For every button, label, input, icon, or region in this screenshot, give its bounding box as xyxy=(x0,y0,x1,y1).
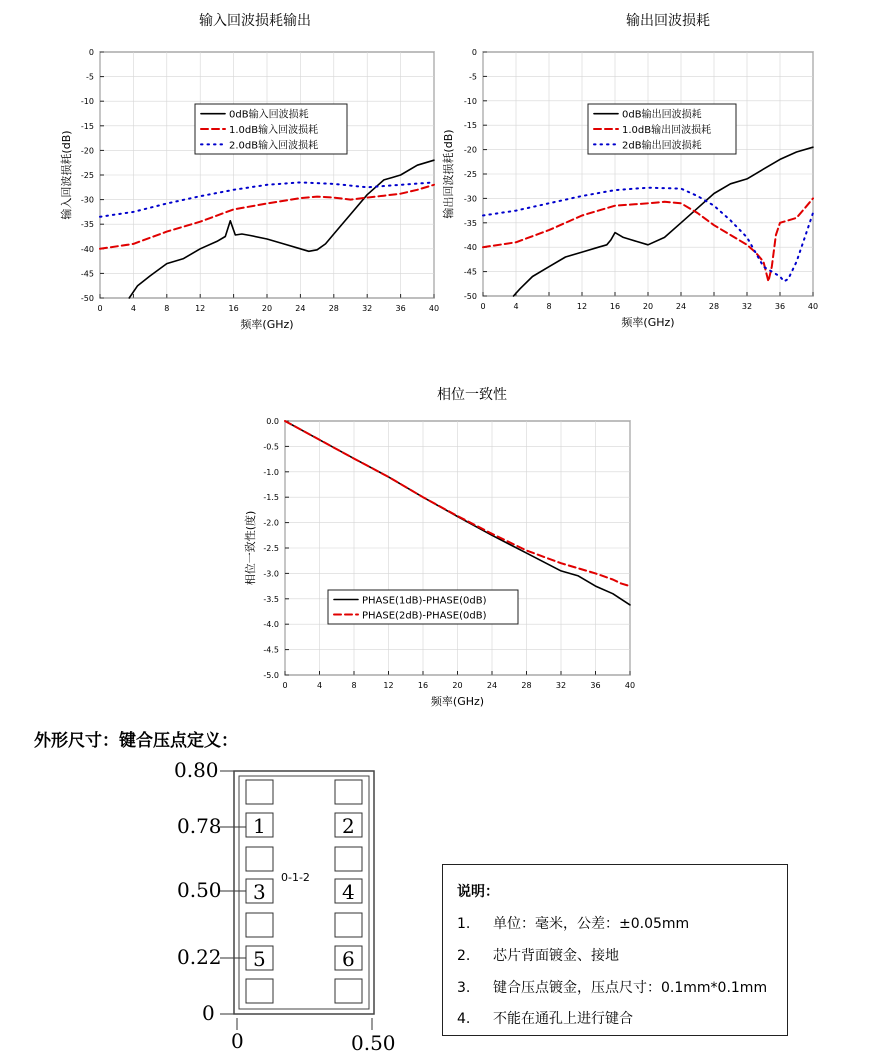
x-tick-label: 12 xyxy=(195,304,206,313)
pad-number-3: 3 xyxy=(253,880,266,904)
x-axis-label: 频率(GHz) xyxy=(430,695,485,708)
x-tick-label: 8 xyxy=(351,681,357,690)
y-label-080: 0.80 xyxy=(174,758,219,782)
x-tick-label: 36 xyxy=(395,304,406,313)
y-tick-label: -35 xyxy=(80,220,94,230)
y-label-078: 0.78 xyxy=(177,814,222,838)
y-tick-label: -40 xyxy=(80,244,94,254)
y-axis-label: 输出回波损耗(dB) xyxy=(442,129,455,219)
x-tick-label: 0 xyxy=(480,302,486,311)
note-text: 芯片背面镀金、接地 xyxy=(493,948,619,964)
x-tick-label: 8 xyxy=(164,304,170,313)
y-label-050: 0.50 xyxy=(177,878,222,902)
y-tick-label: -45 xyxy=(80,269,94,279)
outline-drawing xyxy=(160,750,410,1058)
y-tick-label: -15 xyxy=(463,121,477,131)
chart-2-title: 输出回波损耗 xyxy=(626,13,710,29)
x-tick-label: 16 xyxy=(417,681,429,690)
pad-empty xyxy=(335,847,362,871)
x-tick-label: 32 xyxy=(362,304,373,313)
x-axis-label: 频率(GHz) xyxy=(621,316,675,329)
x-label-050: 0.50 xyxy=(351,1031,396,1055)
x-tick-label: 4 xyxy=(130,304,136,313)
y-tick-label: -20 xyxy=(463,145,477,155)
x-label-0: 0 xyxy=(231,1029,244,1053)
note-text: 单位：毫米，公差：±0.05mm xyxy=(493,916,690,932)
note-item-4 xyxy=(457,1008,633,1028)
y-tick-label: -10 xyxy=(80,97,94,107)
pad-number-5: 5 xyxy=(253,947,266,971)
pad-number-4: 4 xyxy=(342,880,355,904)
x-tick-label: 36 xyxy=(774,302,786,311)
y-tick-label: 0.0 xyxy=(266,417,279,426)
y-tick-label: -1.0 xyxy=(263,467,279,477)
x-tick-label: 32 xyxy=(555,681,567,690)
y-tick-label: -25 xyxy=(463,170,477,179)
pad-empty xyxy=(246,780,273,804)
y-tick-label: -5 xyxy=(86,72,94,82)
x-tick-label: 28 xyxy=(708,302,720,311)
section-title: 外形尺寸：键合压点定义： xyxy=(34,731,238,751)
x-tick-label: 0 xyxy=(282,681,288,690)
chart-1-title: 输入回波损耗输出 xyxy=(199,13,311,29)
y-label-022: 0.22 xyxy=(177,945,222,969)
y-tick-label: -10 xyxy=(463,96,477,106)
y-tick-label: -2.0 xyxy=(263,518,279,528)
y-tick-label: -3.5 xyxy=(263,594,279,604)
x-tick-label: 0 xyxy=(97,304,103,313)
y-tick-label: -5 xyxy=(469,72,477,82)
pad-number-2: 2 xyxy=(342,814,355,838)
legend-label: 1.0dB输入回波损耗 xyxy=(229,125,319,136)
legend-label: 2dB输出回波损耗 xyxy=(622,140,702,152)
note-number: 3. xyxy=(457,980,471,996)
input-return-loss-chart xyxy=(0,40,440,340)
x-tick-label: 20 xyxy=(261,304,273,313)
legend-label: PHASE(1dB)-PHASE(0dB) xyxy=(362,595,487,607)
x-tick-label: 20 xyxy=(452,681,463,690)
y-tick-label: -15 xyxy=(80,121,94,131)
y-label-0: 0 xyxy=(202,1001,215,1025)
y-tick-label: -4.5 xyxy=(263,645,279,655)
y-tick-label: -25 xyxy=(80,171,94,180)
phase-consistency-chart xyxy=(230,410,650,720)
legend-label: 0dB输入回波损耗 xyxy=(229,109,309,121)
notes-box xyxy=(442,864,788,1036)
x-tick-label: 4 xyxy=(513,302,519,311)
chip-mark: 0-1-2 xyxy=(281,871,310,884)
x-tick-label: 12 xyxy=(383,681,394,690)
note-text: 不能在通孔上进行键合 xyxy=(493,1011,633,1027)
pad-empty xyxy=(335,979,362,1003)
y-tick-label: -20 xyxy=(80,146,94,156)
legend-label: 1.0dB输出回波损耗 xyxy=(622,125,712,136)
x-tick-label: 40 xyxy=(624,681,636,690)
note-number: 4. xyxy=(457,1011,471,1027)
x-tick-label: 24 xyxy=(675,302,687,311)
x-tick-label: 24 xyxy=(295,304,306,313)
x-tick-label: 40 xyxy=(428,304,440,313)
output-return-loss-chart xyxy=(440,40,880,340)
x-tick-label: 28 xyxy=(328,304,339,313)
y-tick-label: -30 xyxy=(80,195,94,205)
x-tick-label: 36 xyxy=(590,681,601,690)
y-tick-label: -50 xyxy=(463,292,477,301)
x-tick-label: 16 xyxy=(228,304,239,313)
legend-label: 2.0dB输入回波损耗 xyxy=(229,140,319,152)
x-tick-label: 32 xyxy=(741,302,753,311)
x-tick-label: 8 xyxy=(546,302,552,311)
note-number: 2. xyxy=(457,948,471,964)
pad-empty xyxy=(246,847,273,871)
y-tick-label: -45 xyxy=(463,267,477,277)
x-tick-label: 20 xyxy=(642,302,654,311)
y-tick-label: -35 xyxy=(463,218,477,228)
pad-empty xyxy=(246,979,273,1003)
y-tick-label: -30 xyxy=(463,194,477,204)
y-tick-label: 0 xyxy=(471,48,477,57)
x-axis-label: 频率(GHz) xyxy=(240,318,294,331)
y-tick-label: -1.5 xyxy=(263,493,279,503)
x-tick-label: 4 xyxy=(316,681,323,690)
y-tick-label: -5.0 xyxy=(263,671,279,680)
pad-empty xyxy=(335,780,362,804)
pad-empty xyxy=(335,913,362,937)
y-tick-label: -3.0 xyxy=(263,569,279,579)
notes-title: 说明： xyxy=(457,884,499,900)
note-item-2 xyxy=(457,945,619,965)
x-tick-label: 24 xyxy=(486,681,498,690)
y-tick-label: -50 xyxy=(80,294,94,303)
note-item-1 xyxy=(457,913,689,933)
y-tick-label: -40 xyxy=(463,243,477,253)
legend-label: 0dB输出回波损耗 xyxy=(622,109,702,121)
pad-number-6: 6 xyxy=(342,947,355,971)
y-axis-label: 输入回波损耗(dB) xyxy=(60,130,73,220)
y-tick-label: 0 xyxy=(88,48,94,57)
y-tick-label: -4.0 xyxy=(263,620,279,630)
note-item-3 xyxy=(457,977,767,997)
x-tick-label: 28 xyxy=(521,681,532,690)
pad-number-1: 1 xyxy=(253,814,266,838)
note-number: 1. xyxy=(457,916,471,932)
y-tick-label: -0.5 xyxy=(263,442,279,452)
y-axis-label: 相位一致性(度) xyxy=(244,510,257,586)
y-tick-label: -2.5 xyxy=(263,544,279,553)
x-tick-label: 40 xyxy=(807,302,819,311)
note-text: 键合压点镀金，压点尺寸：0.1mm*0.1mm xyxy=(493,980,768,996)
x-tick-label: 16 xyxy=(609,302,621,311)
chart-3-title: 相位一致性 xyxy=(437,387,507,403)
legend-label: PHASE(2dB)-PHASE(0dB) xyxy=(362,610,487,622)
x-tick-label: 12 xyxy=(576,302,588,311)
pad-empty xyxy=(246,913,273,937)
